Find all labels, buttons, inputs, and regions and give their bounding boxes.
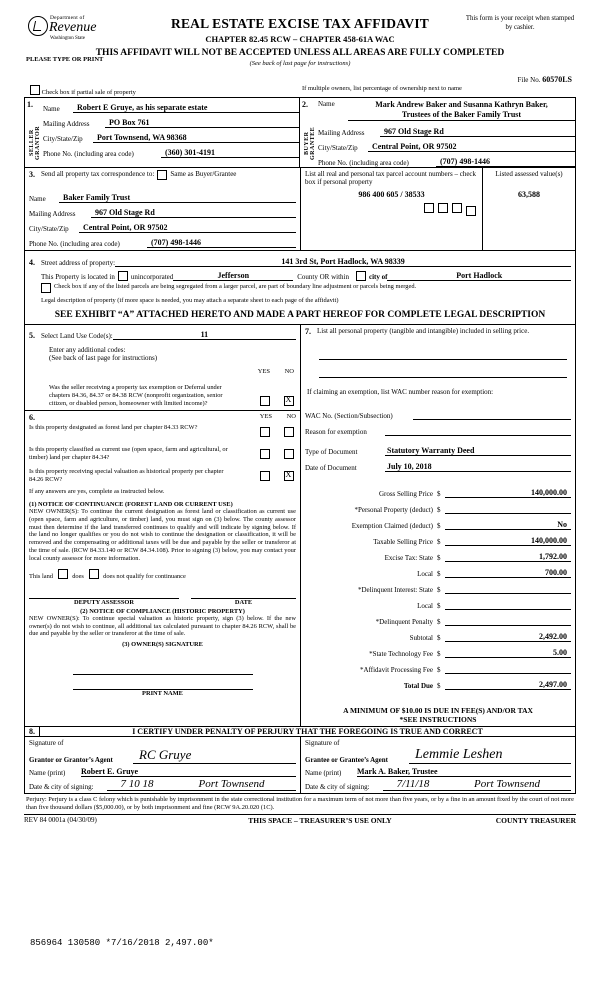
grantee-signature-block [301,737,575,793]
buyer-phone-value[interactable]: (707) 498-1446 [436,157,575,167]
section4-box-number: 4. [29,258,35,267]
calc-row [305,562,571,578]
parcel-number-value[interactable]: 986 400 605 / 38533 [358,190,425,199]
calc-row [305,546,571,562]
segregated-row [29,281,571,293]
calc-row [305,658,571,674]
historic-yes-checkbox[interactable] [260,471,270,481]
grantee-sig-label-1: Signature of [305,739,340,748]
calc-row [305,514,571,530]
grantee-sig-label-2: Grantee or Grantee’s Agent [305,756,389,765]
calc-value[interactable] [445,513,571,514]
seller-phone-label: Phone No. (including area code) [43,150,134,158]
see-instructions-note: *SEE INSTRUCTIONS [399,715,477,725]
section5-box-number: 5. [29,331,35,340]
buyer-name-label: Name [318,100,335,108]
seller-citystate-label: City/State/Zip [43,135,83,143]
instructions-note: (See back of last page for instructions) [249,60,351,67]
seller-name-row [43,100,299,113]
reason-label: Reason for exemption [305,428,367,437]
buyer-name-line2[interactable]: Trustees of the Baker Family Trust [401,110,522,119]
seller-side-label-wrap [29,114,41,172]
section-8 [24,727,576,794]
file-no-value: 60570LS [542,75,572,84]
calc-value[interactable] [445,609,571,610]
reason-value[interactable] [385,435,571,436]
calc-prefix: $ [437,602,441,611]
calc-value[interactable]: 5.00 [445,648,571,658]
no-header-5: NO [284,368,294,375]
seller-phone-value[interactable]: (360) 301-4191 [161,148,299,158]
calc-row [305,594,571,610]
yes-header-6: YES [259,413,272,420]
s3-name-label: Name [29,195,46,203]
grantor-sig-label-2: Grantor or Grantor’s Agent [29,756,113,765]
forest-land-row [29,424,296,442]
calc-row [305,498,571,514]
current-use-yes-checkbox[interactable] [260,449,270,459]
buyer-citystate-row [318,137,575,152]
s3-mailing-label: Mailing Address [29,210,76,218]
please-type-label: PLEASE TYPE OR PRINT [26,56,104,63]
city-checkbox[interactable] [356,271,366,281]
forest-no-checkbox[interactable] [284,427,294,437]
deputy-assessor-labels [29,599,296,606]
doc-date-value[interactable]: July 10, 2018 [385,462,571,472]
current-use-question: Is this property classified as current use (open space, farm and agricultural, or timber) land per chapter 84.34? [29,446,228,461]
calc-prefix: $ [437,570,441,579]
land-use-label: Select Land Use Code(s): [41,332,113,340]
calc-row [305,674,571,690]
county-treasurer-label: COUNTY TREASURER [495,816,576,826]
additional-codes-note: (See back of last page for instructions) [49,354,158,362]
calc-prefix: $ [437,554,441,563]
form-footer [24,814,576,825]
seller-name-label: Name [43,105,60,113]
buyer-mailing-value[interactable]: 967 Old Stage Rd [380,127,575,137]
street-address-value[interactable]: 141 3rd St, Port Hadlock, WA 98339 [115,257,571,267]
parties-section [24,97,576,168]
calc-value[interactable]: 140,000.00 [445,488,571,498]
seller-citystate-value[interactable]: Port Townsend, WA 98368 [93,133,299,143]
city-value[interactable]: Port Hadlock [387,271,571,281]
file-number-row [24,72,576,84]
calc-prefix: $ [437,506,441,515]
buyer-mailing-row [318,122,575,137]
calc-value[interactable] [445,673,571,674]
calc-value[interactable] [445,625,571,626]
s3-citystate-value[interactable]: Central Point, OR 97502 [79,223,296,233]
file-no-label: File No. [517,76,541,84]
forest-land-question: Is this property designated as forest land per chapter 84.33 RCW? [29,424,198,431]
calc-row [305,530,571,546]
personal-property-line-1[interactable] [319,346,567,360]
street-address-label: Street address of property: [41,259,116,267]
grantor-date-label: Date & city of signing: [29,783,94,792]
located-label: This Property is located in [41,273,115,281]
calc-row [305,578,571,594]
personal-property-label: List all personal property (tangible and intangible) included in selling price. [317,327,530,335]
s3-phone-value[interactable]: (707) 498-1446 [147,238,296,248]
historic-question: Is this property receiving special valuation as historical property per chapter 84.26 RCW? [29,468,224,483]
does-not-checkbox[interactable] [89,569,99,579]
county-or-label: County OR within [297,273,349,281]
land-use-row [29,327,296,340]
parcel-personal-checkbox-1[interactable] [424,203,434,213]
grantor-name-value[interactable]: Robert E. Gruye [81,767,296,777]
tax-calculation-table [305,482,571,690]
grantee-name-label: Name (print) [305,769,342,778]
doc-type-row [305,440,571,456]
yes-header-5: YES [257,368,270,375]
calc-label: Excise Tax: State [384,554,433,563]
calc-prefix: $ [437,522,441,531]
wac-label: WAC No. (Section/Subsection) [305,412,393,421]
calc-value[interactable]: 1,792.00 [445,552,571,562]
segregated-note: Check box if any of the listed parcels are being segregated from a larger parcel, are part of boundary line adjustment or parcels being merged. [54,283,417,290]
calc-value[interactable]: No [445,520,571,530]
continuance-row [29,563,296,580]
personal-property-line-2[interactable] [319,364,567,378]
grantor-city-value[interactable]: Port Townsend [167,778,296,791]
grantee-name-value[interactable]: Mark A. Baker, Trustee [357,767,571,777]
grantor-signature-block [25,737,301,793]
parcel-personal-checkbox-2[interactable] [438,203,448,213]
any-yes-note: If any answers are yes, complete as instructed below. [29,488,165,495]
grantor-sig-label-1: Signature of [29,739,64,748]
page-subtitle: CHAPTER 82.45 RCW – CHAPTER 458-61A WAC [205,34,395,44]
calc-label: *Personal Property (deduct) [354,506,433,515]
section-6 [25,411,300,709]
partial-sale-checkbox[interactable] [30,85,40,95]
segregated-checkbox[interactable] [41,283,51,293]
sections-5-6-7 [24,325,576,727]
same-as-buyer-checkbox[interactable] [157,170,167,180]
treasurer-use-label: THIS SPACE – TREASURER’S USE ONLY [248,816,392,826]
unincorporated-label: unincorporated [130,273,174,281]
exemption-no-checkbox[interactable] [284,396,294,406]
calc-label: Subtotal [409,634,433,643]
located-row [29,267,571,281]
county-value[interactable]: Jefferson [173,271,293,281]
page-title: REAL ESTATE EXCISE TAX AFFIDAVIT [171,16,429,31]
same-as-buyer-label: Same as Buyer/Grantee [170,170,237,178]
section-3 [24,168,576,251]
seller-box-number: 1. [27,100,33,109]
s3-phone-row [29,233,296,248]
section-7 [301,325,575,726]
historic-no-checkbox[interactable] [284,471,294,481]
section7-box-number: 7. [305,327,311,336]
buyer-name-line1[interactable]: Mark Andrew Baker and Susanna Kathryn Baker, [375,100,548,109]
calc-row [305,482,571,498]
calc-prefix: $ [437,634,441,643]
doc-type-value[interactable]: Statutory Warranty Deed [385,446,571,456]
calc-label: *State Technology Fee [369,650,433,659]
seller-citystate-row [43,128,299,143]
calc-label: *Delinquent Penalty [375,618,433,627]
buyer-side-label: BUYER GRANTEE [304,126,316,160]
multiple-owners-label: If multiple owners, list percentage of ownership next to name [302,85,462,92]
calc-prefix: $ [437,682,441,691]
exhibit-a-line: SEE EXHIBIT “A” ATTACHED HERETO AND MADE A PART HEREOF FOR COMPLETE LEGAL DESCRIPTION [54,310,546,320]
print-name-label: PRINT NAME [142,690,183,698]
calc-prefix: $ [437,666,441,675]
calc-label: Local [417,602,433,611]
calc-label: *Delinquent Interest: State [357,586,433,595]
buyer-citystate-label: City/State/Zip [318,144,358,152]
seller-name-value[interactable]: Robert E Gruye, as his separate estate [73,103,299,113]
this-land-label: This land [29,572,53,580]
grantee-date-label: Date & city of signing: [305,783,370,792]
assessed-label: Listed assessed value(s) [495,170,563,178]
buyer-citystate-value[interactable]: Central Point, OR 97502 [368,142,575,152]
calc-value[interactable]: 2,492.00 [445,632,571,642]
grantor-name-label: Name (print) [29,769,66,778]
calc-prefix: $ [437,618,441,627]
section8-box-number: 8. [25,727,40,736]
exemption-wac-label: If claiming an exemption, list WAC number reason for exemption: [307,388,494,397]
grantor-signature[interactable]: RC Gruye [133,747,296,764]
notice2-body: NEW OWNER(S): To continue special valuation as historic property, sign (3) below. If the new owner(s) do not wish to continue, all additional tax calculated pursuant to chapter 84.26 RCW, shall be due and payable by the seller or transferor at the time of sale. [29,614,296,638]
minimum-due-note: A MINIMUM OF $10.00 IS DUE IN FEE(S) AND/OR TAX [343,706,533,716]
seller-box [25,98,300,167]
s3-name-value[interactable]: Baker Family Trust [59,193,296,203]
s3-phone-label: Phone No. (including area code) [29,240,120,248]
grantee-signature[interactable]: Lemmie Leshen [409,747,571,764]
section-4 [24,251,576,325]
deputy-assessor-label: DEPUTY ASSESSOR [74,598,134,606]
owner-signature-title: (3) OWNER(S) SIGNATURE [122,641,203,649]
historic-row [29,468,296,486]
does-not-label: does not qualify for continuance [103,572,186,580]
seller-side-label: SELLER GRANTOR [29,125,41,161]
does-label: does [72,572,84,580]
calc-prefix: $ [437,586,441,595]
notice1-body: NEW OWNER(S): To continue the current designation as forest land or classification as current use (open space, farm and agriculture, or timber) land, you must sign on (3) below. The county assessor must then determine if the land transferred continues to qualify and will indicate by signing below. If the land no longer qualifies or you do not wish to continue the designation or classification, it will be removed and the compensating or additional taxes will be due and payable by the seller or transferor at the time of sale. (RCW 84.33.140 or RCW 84.34.108). Prior to signing (3) below, you may contact your local county assessor for more information. [29,508,296,562]
treasurer-stamp: 856964 130580 *7/16/2018 2,497.00* [30,938,214,948]
exemption-question: Was the seller receiving a property tax exemption or Deferral under chapters 84.36, 84.37 or 84.38 RCW (nonprofit organization, senior citizen, or disabled person, homeowner with limited income)? [49,384,223,407]
calc-prefix: $ [437,538,441,547]
reason-row [305,420,571,436]
city-of-label: city of [369,273,388,281]
buyer-phone-row [318,152,575,167]
agency-name-label: Revenue [49,20,97,35]
buyer-box [300,98,575,167]
notice1-title: (1) NOTICE OF CONTINUANCE (FOREST LAND OR CURRENT USE) [29,501,233,508]
forest-yes-checkbox[interactable] [260,427,270,437]
parcel-checkboxes [424,202,476,220]
excise-tax-affidavit-form [24,10,576,825]
assessor-date-label: DATE [234,598,253,606]
form-header [24,10,576,72]
additional-codes-label: Enter any additional codes: [49,346,126,354]
partial-sale-label: Check box if partial sale of property [41,89,136,96]
buyer-mailing-label: Mailing Address [318,129,365,137]
section6-box-number: 6. [29,413,35,422]
seller-mailing-label: Mailing Address [43,120,90,128]
wac-value[interactable] [413,419,571,420]
no-header-6: NO [286,413,296,420]
s3-mailing-row [29,203,296,218]
calc-label: Local [417,570,433,579]
calc-row [305,610,571,626]
current-use-row [29,446,296,464]
dor-logo [28,14,148,44]
perjury-note: Perjury: Perjury is a class C felony which is punishable by imprisonment in the state correctional institution for a maximum term of not more than five years, or by a fine in an amount fixed by the court of not more than five thousand dollars ($5,000.00), or by both imprisonment and fine (RCW 9A.20.020 (1C). [26,796,574,812]
seller-mailing-value[interactable]: PO Box 761 [105,118,299,128]
assessed-value[interactable]: 63,588 [518,190,540,199]
certify-statement: I CERTIFY UNDER PENALTY OF PERJURY THAT THE FOREGOING IS TRUE AND CORRECT [132,727,483,737]
street-address-row [29,253,571,267]
revenue-logo-icon [28,16,48,36]
calc-prefix: $ [437,490,441,499]
calc-label: Total Due [403,682,433,691]
s3-citystate-label: City/State/Zip [29,225,69,233]
s3-mailing-value[interactable]: 967 Old Stage Rd [91,208,296,218]
partial-sale-row [24,84,576,97]
parcel-personal-checkbox-4[interactable] [466,206,476,216]
calc-value[interactable]: 2,497.00 [445,680,571,690]
land-use-value[interactable]: 11 [113,330,296,340]
wac-row [305,404,571,420]
grantee-city-value[interactable]: Port Townsend [443,778,571,791]
agency-dept-label: Department of [50,15,85,21]
grantee-date-value[interactable]: 7/11/18 [383,778,443,791]
section-5 [25,325,300,411]
seller-phone-row [43,143,299,158]
current-use-no-checkbox[interactable] [284,449,294,459]
calc-row [305,626,571,642]
notice2-title: (2) NOTICE OF COMPLIANCE (HISTORIC PROPERTY) [80,607,245,615]
section3-box-number: 3. [29,170,35,179]
correspondence-label: Send all property tax correspondence to: [41,170,155,178]
receipt-note: This form is your receipt when stamped by cashier. [465,15,575,32]
doc-date-label: Date of Document [305,464,357,473]
buyer-box-number: 2. [302,100,308,109]
rev-number: REV 84 0001a (04/30/09) [24,816,97,825]
seller-mailing-row [43,113,299,128]
s3-citystate-row [29,218,296,233]
calc-label: Gross Selling Price [378,490,433,499]
calc-label: *Affidavit Processing Fee [360,666,433,675]
parcel-personal-checkbox-3[interactable] [452,203,462,213]
buyer-side-label-wrap [304,114,316,172]
legal-note: Legal description of property (if more space is needed, you may attach a separate sheet to each page of the affidavit) [41,297,339,304]
calc-value[interactable]: 700.00 [445,568,571,578]
calc-row [305,642,571,658]
unincorporated-checkbox[interactable] [118,271,128,281]
exemption-yes-checkbox[interactable] [260,396,270,406]
grantor-date-value[interactable]: 7 10 18 [107,778,167,791]
s3-name-row [29,188,296,203]
buyer-phone-label: Phone No. (including area code) [318,159,409,167]
calc-label: Taxable Selling Price [373,538,433,547]
calc-value[interactable]: 140,000.00 [445,536,571,546]
does-checkbox[interactable] [58,569,68,579]
calc-value[interactable] [445,593,571,594]
page-warning: THIS AFFIDAVIT WILL NOT BE ACCEPTED UNLESS ALL AREAS ARE FULLY COMPLETED [95,48,505,58]
doc-date-row [305,456,571,472]
calc-prefix: $ [437,650,441,659]
partial-sale-check-wrap[interactable] [30,85,302,96]
parcel-label: List all real and personal tax parcel account numbers – check box if personal property [301,168,483,188]
doc-type-label: Type of Document [305,448,358,457]
agency-sub-label: Washington State [50,36,86,41]
calc-label: Exemption Claimed (deduct) [351,522,433,531]
buyer-name-row [318,100,575,122]
